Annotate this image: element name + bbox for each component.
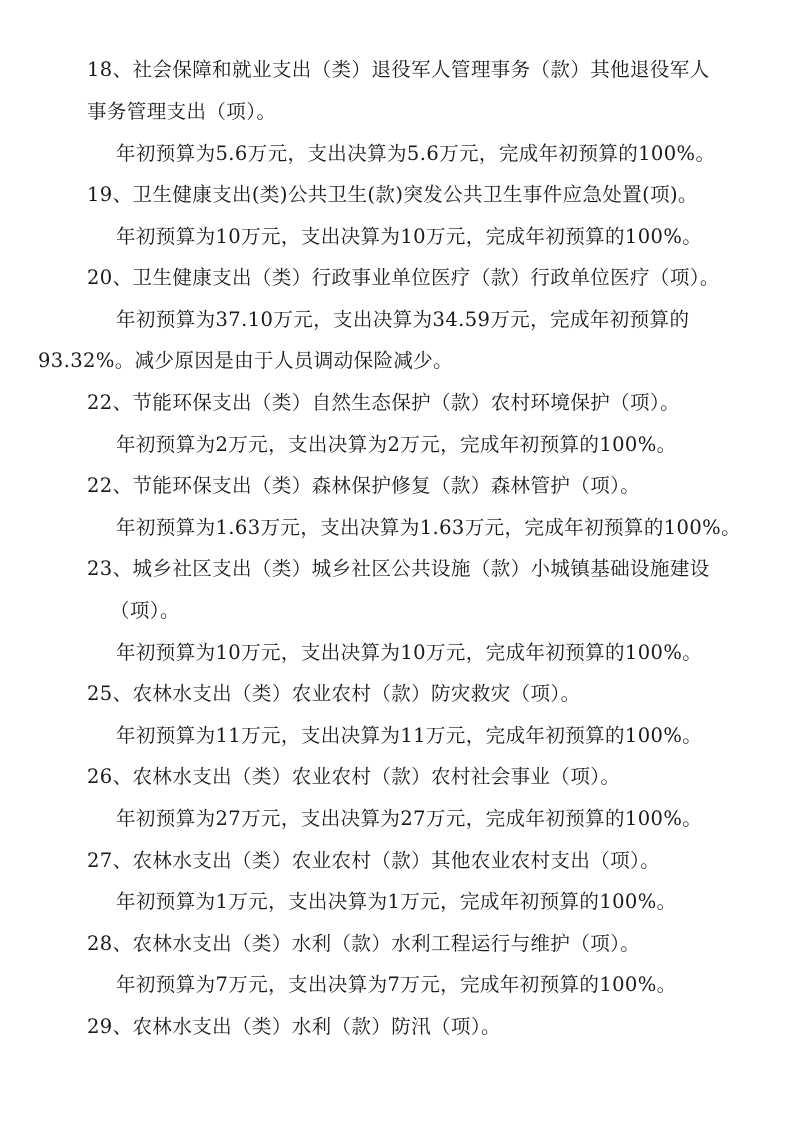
item-26-heading: 26、农林水支出（类）农业农村（款）农村社会事业（项）。 [87,765,621,788]
item-19-heading: 19、卫生健康支出(类)公共卫生(款)突发公共卫生事件应急处置(项)。 [87,183,698,206]
item-28-detail: 年初预算为7万元，支出决算为7万元，完成年初预算的100%。 [116,973,677,996]
item-28-heading: 28、农林水支出（类）水利（款）水利工程运行与维护（项）。 [87,932,641,955]
item-22b-heading: 22、节能环保支出（类）森林保护修复（款）森林管护（项）。 [87,474,641,497]
item-25-heading: 25、农林水支出（类）农业农村（款）防灾救灾（项）。 [87,682,581,705]
item-26-detail: 年初预算为27万元，支出决算为27万元，完成年初预算的100%。 [116,807,703,830]
item-23-detail: 年初预算为10万元，支出决算为10万元，完成年初预算的100%。 [116,641,703,664]
item-23-heading: 23、城乡社区支出（类）城乡社区公共设施（款）小城镇基础设施建设 [87,557,710,580]
item-29-heading: 29、农林水支出（类）水利（款）防汛（项）。 [87,1015,501,1038]
item-20-detail-cont: 93.32%。减少原因是由于人员调动保险减少。 [38,349,454,372]
item-23-heading-cont: （项）。 [110,599,180,622]
item-22b-detail: 年初预算为1.63万元，支出决算为1.63万元，完成年初预算的100%。 [116,516,741,539]
item-25-detail: 年初预算为11万元，支出决算为11万元，完成年初预算的100%。 [116,724,703,747]
item-27-detail: 年初预算为1万元，支出决算为1万元，完成年初预算的100%。 [116,890,677,913]
item-18-detail: 年初预算为5.6万元，支出决算为5.6万元，完成年初预算的100%。 [116,142,716,165]
item-19-detail: 年初预算为10万元，支出决算为10万元，完成年初预算的100%。 [116,225,703,248]
item-22a-heading: 22、节能环保支出（类）自然生态保护（款）农村环境保护（项）。 [87,391,680,414]
item-18-heading: 18、社会保障和就业支出（类）退役军人管理事务（款）其他退役军人 [87,58,710,81]
item-27-heading: 27、农林水支出（类）农业农村（款）其他农业农村支出（项）。 [87,849,661,872]
item-22a-detail: 年初预算为2万元，支出决算为2万元，完成年初预算的100%。 [116,433,677,456]
item-18-heading-cont: 事务管理支出（项）。 [87,100,277,123]
item-20-detail: 年初预算为37.10万元，支出决算为34.59万元，完成年初预算的 [116,308,690,331]
item-20-heading: 20、卫生健康支出（类）行政事业单位医疗（款）行政单位医疗（项）。 [87,266,720,289]
